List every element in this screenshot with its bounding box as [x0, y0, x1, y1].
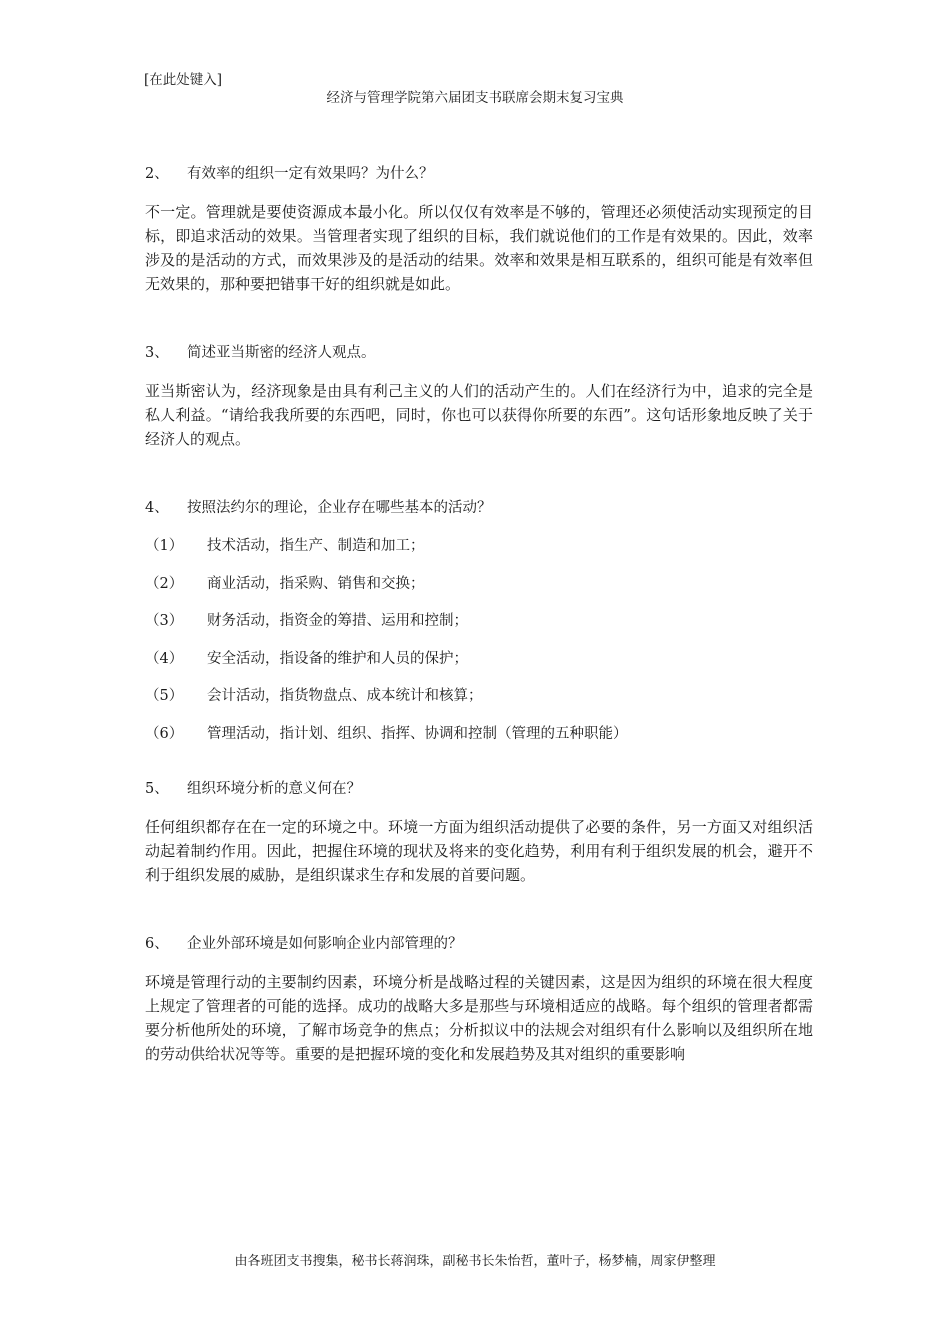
question-text: 有效率的组织一定有效果吗？为什么？: [187, 166, 434, 182]
answer-6: 环境是管理行动的主要制约因素，环境分析是战略过程的关键因素，这是因为组织的环境在很大程度上规定了管理者的可能的选择。成功的战略大多是那些与环境相适应的战略。每个组织的管理者都需要分析他所处的环境，了解市场竞争的焦点；分析拟议中的法规会对组织有什么影响以及组织所在地的劳动供给状况等等。重要的是把握环境的变化和发展趋势及其对组织的重要影响: [145, 973, 813, 1063]
question-number: 2、: [145, 166, 169, 182]
question-3: [145, 341, 813, 365]
list-item: [145, 609, 813, 633]
question-text: 简述亚当斯密的经济人观点。: [187, 345, 376, 361]
list-item-number: （5）: [145, 688, 184, 704]
list-item: [145, 684, 813, 708]
list-item: [145, 572, 813, 596]
answer-3: 亚当斯密认为，经济现象是由具有利己主义的人们的活动产生的。人们在经济行为中，追求的完全是私人利益。“请给我我所要的东西吧，同时，你也可以获得你所要的东西”。这句话形象地反映了关于经济人的观点。: [145, 382, 813, 448]
list-item: [145, 722, 813, 746]
question-number: 5、: [145, 781, 169, 797]
question-text: 企业外部环境是如何影响企业内部管理的？: [187, 936, 463, 952]
question-5: [145, 777, 813, 801]
question-number: 4、: [145, 500, 169, 516]
document-body: [145, 162, 813, 1066]
header-placeholder: [在此处键入]: [144, 72, 223, 88]
list-item-number: （2）: [145, 575, 184, 592]
list-item-text: 安全活动，指设备的维护和人员的保护；: [207, 650, 468, 667]
page-footer: 由各班团支书搜集，秘书长蒋润珠，副秘书长朱怡哲，董叶子，杨梦楠，周家伊整理: [234, 1254, 716, 1269]
page-header-title: 经济与管理学院第六届团支书联席会期末复习宝典: [326, 90, 624, 106]
list-item-number: （3）: [145, 613, 184, 629]
list-item-number: （4）: [145, 650, 184, 667]
list-item-text: 会计活动，指货物盘点、成本统计和核算；: [207, 688, 483, 704]
list-item-number: （6）: [145, 725, 184, 742]
list-item-text: 财务活动，指资金的筹措、运用和控制；: [207, 613, 468, 629]
question-text: 组织环境分析的意义何在？: [187, 781, 361, 797]
question-number: 3、: [145, 345, 169, 361]
answer-5: 任何组织都存在在一定的环境之中。环境一方面为组织活动提供了必要的条件，另一方面又对组织活动起着制约作用。因此，把握住环境的现状及将来的变化趋势，利用有利于组织发展的机会，避开不利于组织发展的威胁，是组织谋求生存和发展的首要问题。: [145, 818, 813, 884]
list-item-text: 技术活动，指生产、制造和加工；: [207, 538, 425, 554]
list-item: [145, 534, 813, 558]
list-item: [145, 647, 813, 671]
list-item-text: 管理活动，指计划、组织、指挥、协调和控制（管理的五种职能）: [207, 725, 628, 742]
list-item-text: 商业活动，指采购、销售和交换；: [207, 575, 425, 592]
question-text: 按照法约尔的理论，企业存在哪些基本的活动？: [187, 500, 492, 516]
question-4: [145, 496, 813, 520]
question-6: [145, 932, 813, 956]
question-number: 6、: [145, 936, 169, 952]
list-item-number: （1）: [145, 538, 184, 554]
answer-2: 不一定。管理就是要使资源成本最小化。所以仅仅有效率是不够的，管理还必须使活动实现预定的目标，即追求活动的效果。当管理者实现了组织的目标，我们就说他们的工作是有效果的。因此，效率涉及的是活动的方式，而效果涉及的是活动的结果。效率和效果是相互联系的，组织可能是有效率但无效果的，那种要把错事干好的组织就是如此。: [145, 203, 813, 293]
question-2: [145, 162, 813, 186]
